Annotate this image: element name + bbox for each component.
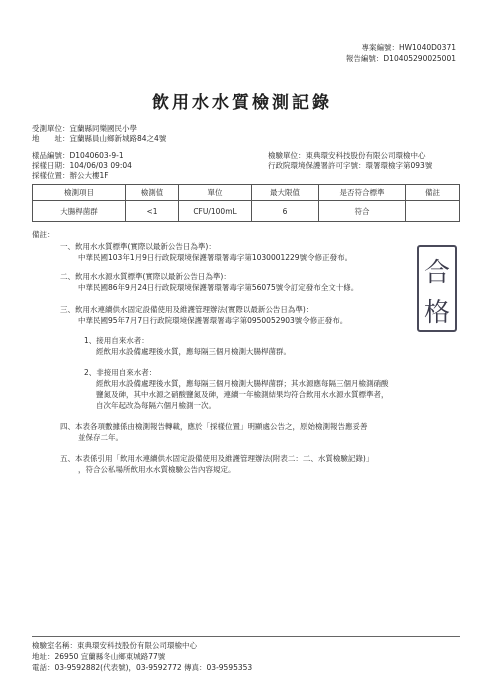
cell-item: 大腸桿菌群 xyxy=(33,201,126,222)
note-line: 鹽氮及砷，其中水源之硝酸鹽氮及砷，連續一年檢測結果均符合飲用水水源水質標準者， xyxy=(96,390,389,399)
note-line: 經飲用水設備處理後水質，應每隔三個月檢測大腸桿菌群；其水源應每隔三個月檢測硝酸 xyxy=(96,379,389,388)
header-limit: 最大限值 xyxy=(252,185,319,201)
cell-remarks xyxy=(406,201,460,222)
note-line: 中華民國95年7月7日行政院環境保護署環署毒字第0950052903號令修正發布。 xyxy=(78,316,348,325)
results-table xyxy=(32,184,460,222)
header-compliance: 是否符合標準 xyxy=(319,185,406,201)
note-line: 經飲用水設備處理後水質，應每隔三個月檢測大腸桿菌群。 xyxy=(96,347,291,356)
note-line: 五、本表係引用「飲用水連續供水固定設備使用及維護管理辦法(附表二：二、水質檢驗記錄)」 xyxy=(60,454,374,463)
sampling-time: 採樣日期：104/06/03 09:04 xyxy=(32,161,132,170)
stamp-char: 格 xyxy=(423,298,450,328)
note-line: 二、飲用水水源水質標準(實際以最新公告日為準)： xyxy=(60,272,231,281)
note-line: 一、飲用水水質標準(實際以最新公告日為準)： xyxy=(60,242,216,251)
sampling-location: 採樣位置：辦公大樓1F xyxy=(32,171,109,180)
note-line: 1、接用自來水者： xyxy=(84,336,149,345)
document-title: 飲用水水質檢測記錄 xyxy=(152,93,332,113)
table-header-row xyxy=(33,185,460,201)
note-line: 並保存二年。 xyxy=(78,433,123,442)
lab-name: 檢驗單位：東典環安科技股份有限公司環檢中心 xyxy=(268,151,426,160)
sample-number: 樣品編號：D1040603-9-1 xyxy=(32,151,124,160)
header-remarks: 備註 xyxy=(406,185,460,201)
report-number: 報告編號：D10405290025001 xyxy=(345,54,456,63)
cell-compliance: 符合 xyxy=(319,201,406,222)
footer-divider xyxy=(32,636,460,637)
footer-phone: 電話：03-9592882(代表號)，03-9592772 傳真：03-9595353 xyxy=(32,663,253,672)
client-name: 受測單位：宜蘭縣同樂國民小學 xyxy=(32,124,137,133)
note-line: ，符合公私場所飲用水水質檢驗公告內容規定。 xyxy=(78,465,236,474)
footer-address: 地址：26950 宜蘭縣冬山鄉東城路77號 xyxy=(32,652,166,661)
case-number: 專案編號：HW1040D0371 xyxy=(361,43,456,52)
cell-value: <1 xyxy=(126,201,179,222)
note-line: 自次年起改為每隔六個月檢測一次。 xyxy=(96,401,216,410)
header-unit: 單位 xyxy=(179,185,252,201)
footer-lab: 檢驗室名稱：東典環安科技股份有限公司環檢中心 xyxy=(32,641,197,650)
note-line: 中華民國103年1月9日行政院環境保護署環署毒字第1030001229號令修正發布。 xyxy=(78,253,353,262)
note-line: 三、飲用水連續供水固定設備使用及維護管理辦法(實際以最新公告日為準)： xyxy=(60,305,314,314)
cell-unit: CFU/100mL xyxy=(179,201,252,222)
cell-limit: 6 xyxy=(252,201,319,222)
stamp-char: 合 xyxy=(423,258,450,288)
note-line: 四、本表各項數據係由檢測報告轉載，應於「採樣位置」明顯處公告之，原始檢測報告應妥善 xyxy=(60,422,368,431)
header-item: 檢測項目 xyxy=(33,185,126,201)
client-address: 地 址：宜蘭縣員山鄉新城路84之4號 xyxy=(32,134,167,143)
pass-stamp xyxy=(417,245,457,332)
table-row xyxy=(33,201,460,222)
note-line: 中華民國86年9月24日行政院環境保護署環署毒字第56075號令訂定發布全文十條。 xyxy=(78,283,359,292)
notes-heading: 備註： xyxy=(32,230,55,239)
header-value: 檢測值 xyxy=(126,185,179,201)
lab-permit: 行政院環境保護署許可字號：環署環檢字第093號 xyxy=(268,161,433,170)
note-line: 2、非接用自來水者： xyxy=(84,368,157,377)
